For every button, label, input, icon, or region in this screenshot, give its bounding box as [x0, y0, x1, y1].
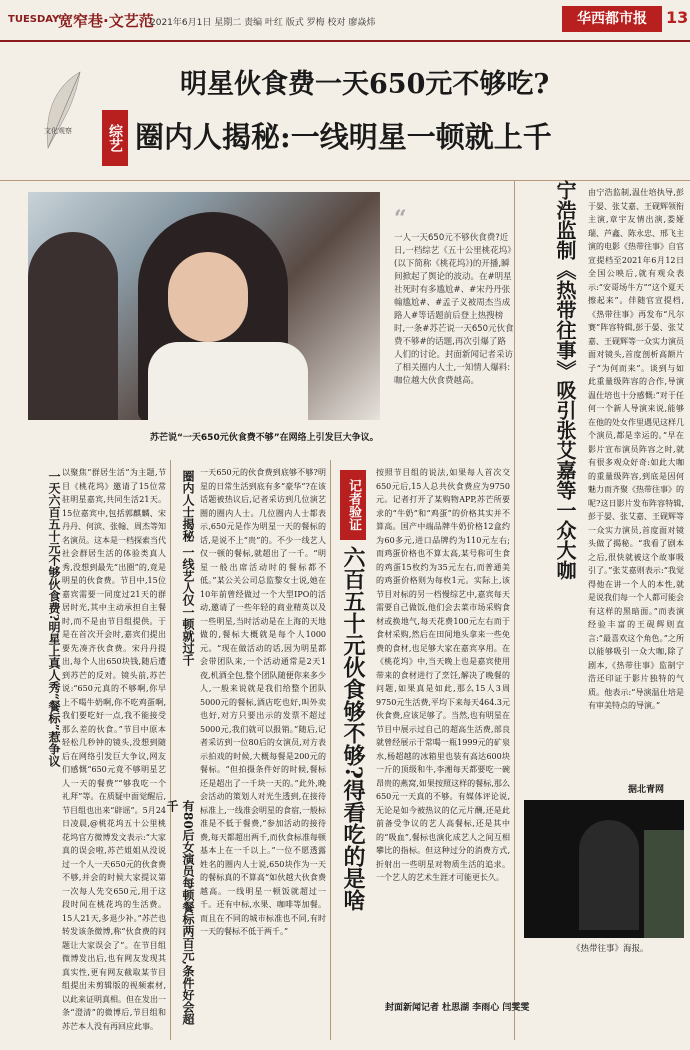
- photo-caption: 苏芒说“一天650元伙食费不够”在网络上引发巨大争议。: [150, 433, 379, 443]
- mid-side-head: 圈内人士揭秘 一线艺人仅一顿就过千: [181, 470, 195, 667]
- column-rule: [514, 180, 515, 1040]
- right-story-title: 宁浩监制《热带往事》吸引张艾嘉等一众大咖: [553, 180, 577, 580]
- feather-text: 文化观察: [44, 127, 72, 135]
- mid-sub-head: 有80后女演员每顿餐标两百元,条件好会超千: [165, 800, 195, 1025]
- right-story-body: 由宁浩监制,温仕培执导,彭于晏、张艾嘉、王砚辉领衔主演,章宇友情出演,娄娅瑞、芦鑫、陈永忠、邢飞主演的电影《热带往事》自官宣提档至2021年6月12日全国公映后,就有观众表示:“安哥场牛方”“这个夏天擦起来”。伴随官宣提档,《热带往事》再发布“凡尔赛”阵容特辑,彭于晏、张艾嘉、王砚辉等一众实力演员面对镜头,首度剖析高额片子“为何而来”。谈到与如此重量级阵容的合作,导演温仕培也十分感慨:“对于任何一个新人导演来说,能够在他的处女作里遇见这样几个演员,都是幸运的。”早在影片宣布演员阵容之时,就有很多观众好奇:如此大咖的重量级阵容,到底是因何魅力而齐聚《热带往事》的呢?这日影片发布阵容特辑,彭于晏、张艾嘉、王砚辉等一众实力演员,首度面对镜头做了揭秘。“我看了剧本之后,很快就被这个故事吸引了。”张艾嘉则表示:“我觉得他在讲一个人的本性,就是说我们每一个人都可能会有这样的黑暗面。”而表演经验丰富的王砚辉则直言:“最喜欢这个角色。”之所以能够吸引一众大咖,除了剧本,《热带往事》监制宁浩还印证于影片独特的气质。他表示:“导演温仕培是有审美特点的导演。”: [588, 188, 684, 710]
- page-number: 13: [666, 8, 689, 27]
- header-meta: 2021年6月1日 星期二 责编 叶红 版式 罗梅 校对 廖焱炜: [150, 18, 376, 28]
- poster-caption: 《热带往事》海报。: [572, 944, 649, 954]
- reporter-column-text: 按照节目组的说法,如果每人首次交650元后,15人总共伙食费应为9750元。记者打开了某购物APP,苏芒所要求的“牛奶”和“鸡蛋”的价格其实并不算高。国产中端品牌牛奶价格12盒约为60多元,进口品牌约为110元左右;而鸡蛋价格也不算太高,某号称可生食的鸡蛋15枚约为35元左右,而普通美的鸡蛋价格则为每枚1元。实际上,该节目对标的另一档慢综艺中,嘉宾每天需要自己做饭,他们会去菜市场采购食材或换地气,每天花费100元左右而于食材采购,然后在田间地头拿来一些免费的食材,也足够大家在嘉宾享用。在《桃花坞》中,当天晚上也是嘉宾使用带来的食材进行了烹饪,解决了晚餐的问题,如果真是如此,那么15人3周9750元生活费,平均下来每天464.3元伙食费,应该足够了。当然,也有明星在节目中展示过自己的超高生活费,部良就曾经展示于常喝一瓶1999元的矿泉水,杨超越的冰箱里也装有高达600块一斤的顶级和牛,李湘每天都要吃一碗昂贵的燕窝,如果按照这样的餐标,那么650元一天真的不够。有媒体评论说,无论是如今被热议的亿元片酬,还是此前备受争议的艺人高餐标,还是其中的“吸血”,餐标也演化成艺人之间互相攀比的指标。但这种过分的消费方式,折射出一些明星对物质生活的追求。一个艺人的艺术生涯才可能更长久。: [376, 468, 510, 882]
- mid-column-text: 一天650元的伙食费到底够不够?明星的日常生活到底有多“豪华”?在该话题被热议后,记者采访到几位演艺圈的圈内人士。几位圈内人士都表示,650元是作为明星一天的餐标的话,是说不上“贵”的。不少一线艺人仅一顿的餐标,就超出了一千。“明星一般出席活动时的餐标都不低。”某公关公司总监黎女士说,她在10年前曾经做过一个大型IPO的活动,邀请了一些年轻的商业精英以及一些明星,当时活动是在上海的天地做的,餐标大概就是每个人1000元。“现在做活动的话,因为明星都会带团队来,一个活动通常是2天1夜,机酒全包,整个团队随便你来多少人,一般来说就是我们给整个团队5000元的餐标,酒店吃也好,叫外卖也好,对方只要出示的发票不超过5000元,我们就可以报销。”随后,记者采访到一位80后的女演员,对方表示拍戏的时候,大概每餐是200元的餐标。“但拍摄条件好的时候,餐标还是超出了一千块一天的。”此外,晚会活动的策划人对光生透到,在接待标准上,一线准会明星的食宿,一般标准是不低于餐费,“参加活动的接待费,每天都超出两千,而伙食标准每顿基本上在一千以上。”一位不愿透露姓名的圈内人士说,650块作为一天的餐标真的不算高“如伙越大伙食费越高。一线明星一顿饭就超过一千。还有中标,水果、咖啡等加餐。而且在不同的城市标准也不同,有时一天的餐标不低于两千。”: [200, 468, 326, 936]
- right-story-credit: 据北青网: [628, 785, 665, 795]
- header-logo: TUESDAY: [8, 14, 60, 25]
- byline: 封面新闻记者 杜思湖 李雨心 闫雯雯: [385, 1003, 530, 1013]
- section-tag: 综艺: [102, 110, 128, 166]
- lead-quote: 一人一天650元不够伙食费?近日,一档综艺《五十公里桃花坞》(以下简称《桃花坞》)的开播,瞬间掀起了舆论的波动。在#明星社死时有多尴尬#、#宋丹丹张翰尴尬#、#孟子义被周杰当成路人#等话题前后登上热搜榜时,一条#苏芒说一天650元伙食费不够#的话题,再次引爆了路人们的讨论。封面新闻记者采访了相关圈内人士,一知情人爆料:咖位越大伙食费越高。: [394, 233, 514, 386]
- quote-mark-icon: “: [394, 206, 407, 232]
- column-rule: [330, 460, 331, 1040]
- left-side-head: 一天六百五十元不够伙食费?明星上真人秀“餐标”惹争议: [47, 470, 61, 767]
- left-column-text: 以聚焦“群居生活”为主题,节目《桃花坞》邀请了15位常驻明星嘉宾,共同生活21天。15位嘉宾中,包括郭麒麟、宋丹丹、何滨、张翰、周杰等知名演员。这本是一档探索当代社会群居生活的体验类真人秀,没想到最先“出圈”的,竟是明星的伙食费。节目中,15位嘉宾需要一同度过21天的群居时光,其中主动承担自主餐时,而不是由节目组提供。于是在首次开会时,嘉宾们提出要先凑齐伙食费。宋丹丹提出,每个人出650块钱,随后遭到苏芒的反对。镜头前,苏芒说:“650元真的不够啊,你早上不喝牛奶啊,你不吃鸡蛋啊,我们要吃好一点,我不能接受那么差的伙食。”节目中原本轻松几秒钟的镜头,没想到随后在网络引发巨大争议,网友们感慨“650元竟不够明星艺人一天的餐费”“够我吃一个礼拜”等。在质疑中面觉醒后,节目组也出来“辟谣”。5月24日凌晨,@桃花坞五十公里桃花坞官方微博发文表示:“大家真的误会啦,苏芒姐姐从没说过一个人一天650元的伙食费不够,并会的时候大家提议第一次每人先交650元,用于这段时间在桃花坞的生活费。15人21天,多退少补。”苏芒也转发该条微博,称“伙食费的问题让大家误会了”。在节目组微博发出后,也有网友发现其真实性,更有网友截取某节目组提出未剪辑版的视频素材,以此来证明真相。但在发出一条“澄清”的微博后,节目组和苏芒本人没有再回应此事。: [62, 468, 166, 1031]
- section-name: 宽窄巷·文艺范: [58, 12, 154, 30]
- column-rule: [170, 460, 171, 1040]
- headline-line-1: 明星伙食费一天650元不够吃?: [180, 69, 550, 100]
- page-header: [0, 0, 690, 42]
- masthead: 华西都市报: [562, 6, 662, 32]
- poster-photo: [524, 800, 684, 938]
- main-photo: [28, 192, 380, 420]
- headline-line-2: 圈内人揭秘:一线明星一顿就上千: [135, 120, 552, 154]
- feather-icon: [40, 70, 90, 150]
- reporter-big-head: 六百五十元伙食够不够?得看吃的是啥: [340, 546, 366, 911]
- reporter-tag: 记者验证: [340, 470, 366, 540]
- divider: [0, 180, 690, 181]
